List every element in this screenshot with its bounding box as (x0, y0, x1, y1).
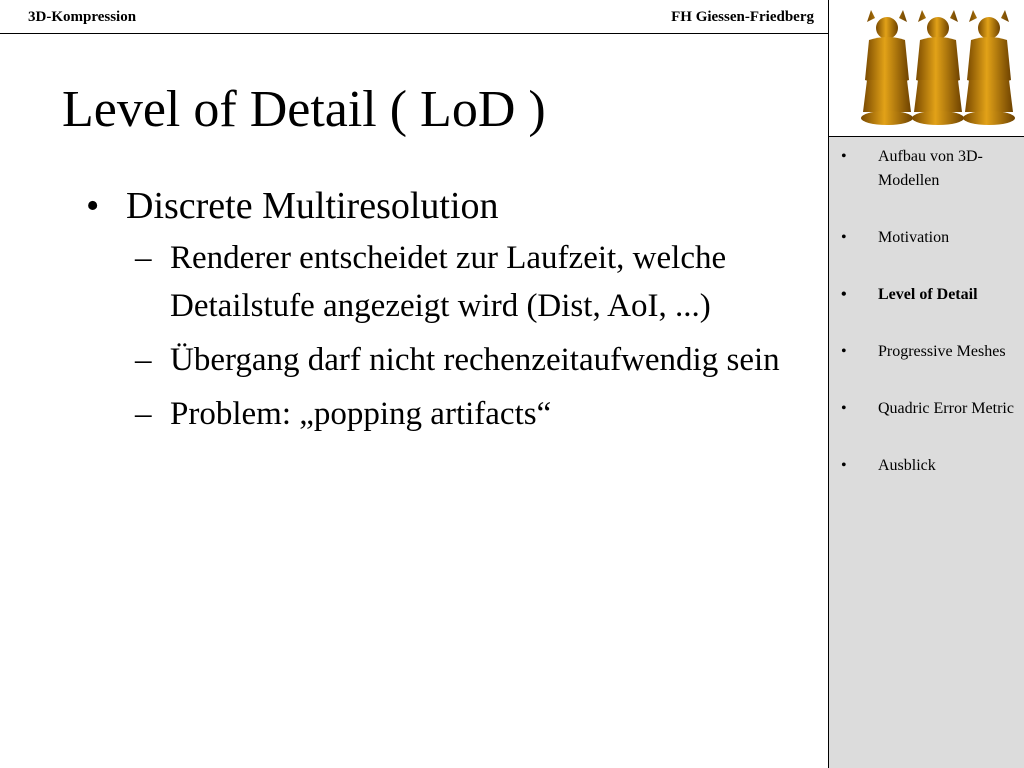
outline-sidebar (828, 137, 1024, 768)
header-course-title: 3D-Kompression (28, 9, 137, 25)
statue-thumbnail-image (829, 0, 1024, 137)
sub-bullet-text: Übergang darf nicht rechenzeitaufwendig sein (170, 342, 780, 378)
bullet-icon: • (841, 400, 847, 417)
dash-icon: – (135, 396, 152, 432)
outline-item-label: Aufbau von 3D-Modellen (878, 148, 983, 189)
outline-item-label: Level of Detail (878, 286, 978, 303)
slide-content (86, 182, 806, 444)
buddha-statue-icon (963, 10, 1015, 125)
outline-item-label: Quadric Error Metric (878, 400, 1014, 417)
bullet-icon: • (841, 286, 847, 303)
bullet-icon: • (86, 185, 100, 227)
sub-bullet-item (86, 390, 806, 438)
statue-thumbnail-panel (828, 0, 1024, 137)
outline-item-ausblick[interactable] (829, 454, 1024, 478)
outline-item-label: Progressive Meshes (878, 343, 1006, 360)
buddha-statue-icon (861, 10, 913, 125)
sub-bullet-item (86, 234, 806, 330)
outline-item-aufbau[interactable] (829, 145, 1024, 193)
bullet-icon: • (841, 229, 847, 246)
slide-title: Level of Detail ( LoD ) (62, 81, 546, 138)
sub-bullet-item (86, 336, 806, 384)
bullet-icon: • (841, 148, 847, 165)
sub-bullet-text: Renderer entscheidet zur Laufzeit, welche Detailstufe angezeigt wird (Dist, AoI, ...) (170, 240, 727, 324)
bullet-icon: • (841, 343, 847, 360)
dash-icon: – (135, 240, 152, 276)
outline-item-motivation[interactable] (829, 226, 1024, 250)
sub-bullet-text: Problem: „popping artifacts“ (170, 396, 552, 432)
bullet-icon: • (841, 457, 847, 474)
bullet-text: Discrete Multiresolution (126, 185, 499, 227)
outline-item-label: Motivation (878, 229, 950, 246)
outline-item-progressive-meshes[interactable] (829, 340, 1024, 364)
outline-item-quadric-error-metric[interactable] (829, 397, 1024, 421)
dash-icon: – (135, 342, 152, 378)
header-divider (0, 33, 828, 34)
outline-item-level-of-detail[interactable] (829, 283, 1024, 307)
buddha-statue-icon (912, 10, 964, 125)
outline-list (829, 145, 1024, 511)
bullet-item (86, 182, 806, 230)
header-institution: FH Giessen-Friedberg (671, 9, 814, 25)
outline-item-label: Ausblick (878, 457, 936, 474)
